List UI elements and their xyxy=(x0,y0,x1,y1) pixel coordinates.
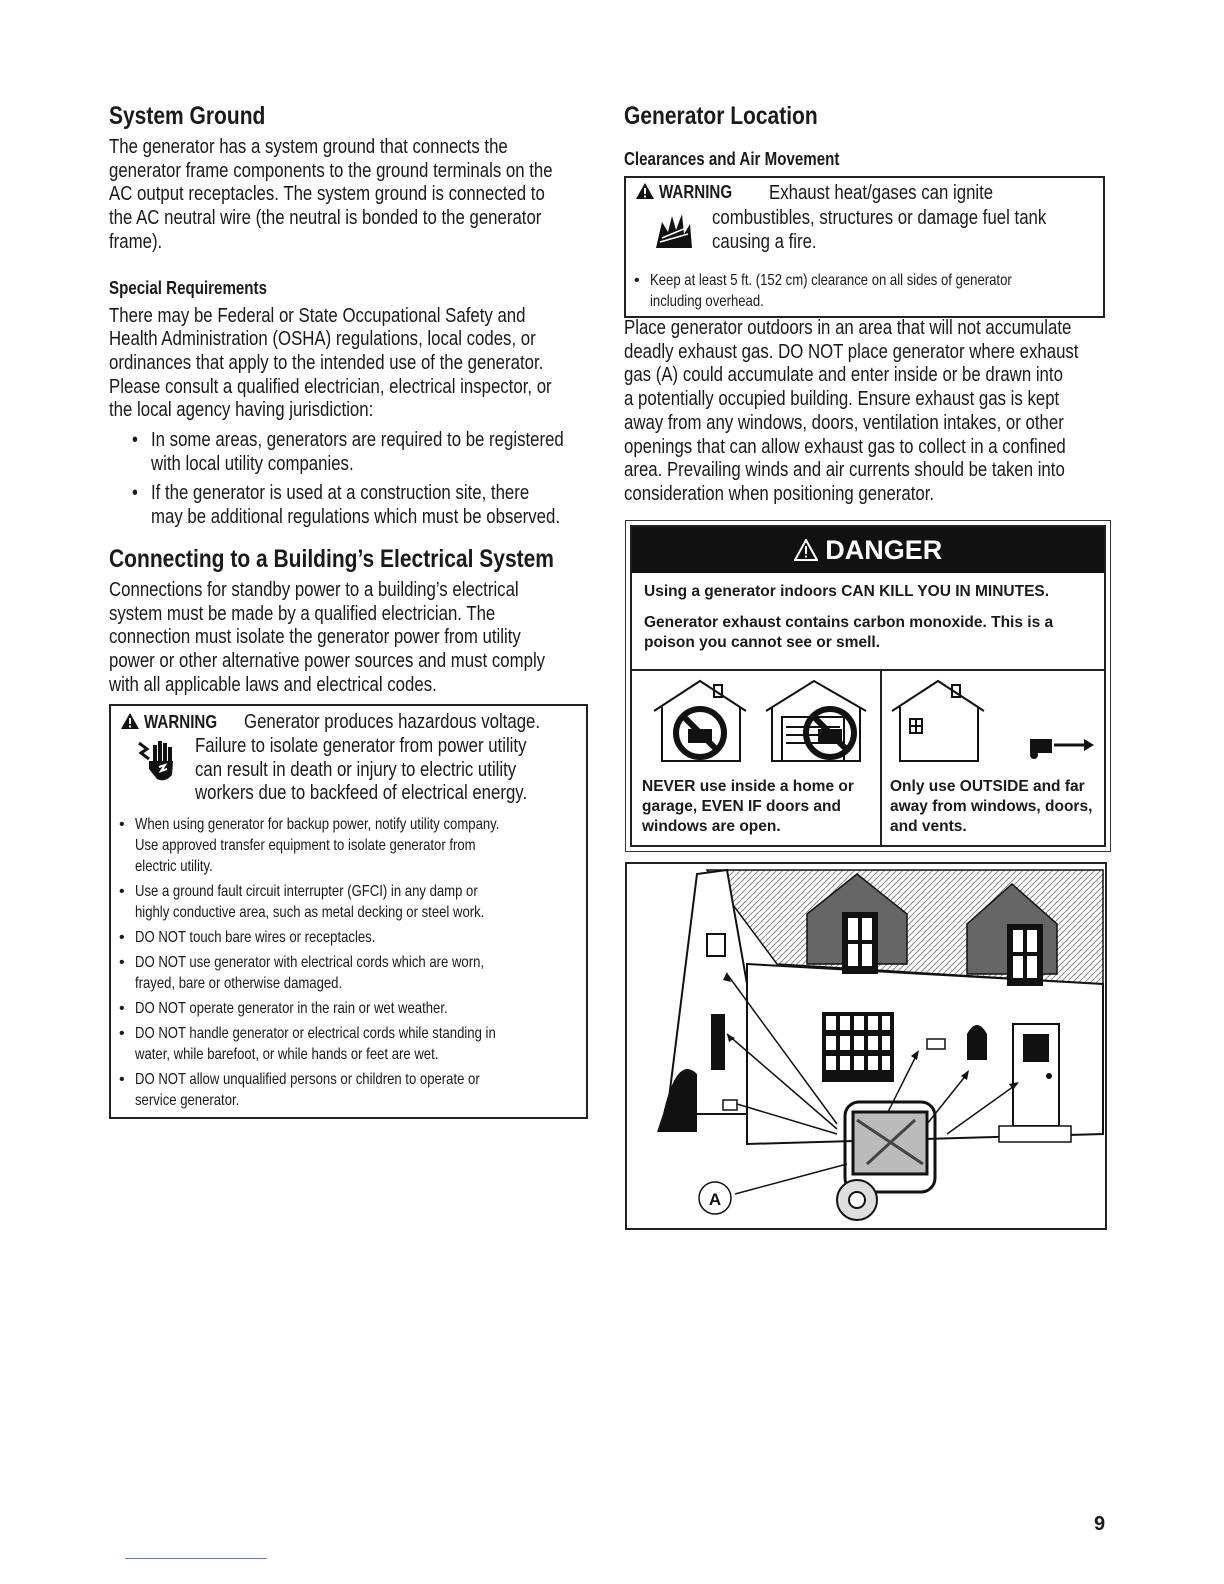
warning-bullets xyxy=(111,814,586,1111)
figure-label-a: A xyxy=(708,1190,722,1209)
system-ground-body: The generator has a system ground that connects the generator frame components to the ground terminals on the AC output receptacles. The system ground is connected to the AC neutral wire (the neutral is bonded to the generator frame). xyxy=(109,136,553,253)
list-item: • DO NOT operate generator in the rain or wet weather. xyxy=(119,1000,448,1018)
outside-only-text: Only use OUTSIDE and far away from windows, doors, and vents. xyxy=(890,778,1093,835)
warning-bullets xyxy=(626,270,1103,312)
list-item: • If the generator is used at a construction site, there may be additional regulations which must be observed. xyxy=(132,482,561,529)
left-column xyxy=(109,100,587,1119)
list-item: • Keep at least 5 ft. (152 cm) clearance on all sides of generator including overhead. xyxy=(634,272,1012,310)
danger-line-1: Using a generator indoors CAN KILL YOU IN MINUTES. xyxy=(644,583,1050,600)
warning-text: Failure to isolate generator from power utility can result in death or injury to electric utility workers due to backfeed of electrical energy. xyxy=(195,735,528,805)
danger-box xyxy=(625,520,1111,852)
system-ground-heading: System Ground xyxy=(109,102,266,130)
indoor-prohibited-illustration xyxy=(650,675,872,770)
never-indoors-text: NEVER use inside a home or garage, EVEN IF doors and windows are open. xyxy=(642,778,854,835)
warning-label: WARNING xyxy=(659,182,733,202)
right-column xyxy=(624,100,1104,507)
generator-location-heading: Generator Location xyxy=(624,102,818,130)
generator-location-body: Place generator outdoors in an area that will not accumulate deadly exhaust gas. DO NOT place generator where exhaust gas (A) could accumulate and enter inside or be drawn into a potentially occupied building. Ensure exhaust gas is kept away from any windows, doors, ventilation intakes, or other openings that can allow exhaust gas to collect in a confined area. Prevailing winds and air currents should be taken into consideration when positioning generator. xyxy=(624,317,1079,505)
outdoor-allowed-illustration xyxy=(888,675,1108,770)
special-requirements-body: There may be Federal or State Occupational Safety and Health Administration (OSHA) regulations, local codes, or ordinances that apply to the intended use of the generator. Please consult a qualified electrician, electrical inspector, or the local agency having jurisdiction: xyxy=(109,304,552,422)
special-requirements-heading: Special Requirements xyxy=(109,277,267,298)
list-item: • Use a ground fault circuit interrupter (GFCI) in any damp or highly conductive area, such as metal decking or steel work. xyxy=(119,883,485,922)
page-number: 9 xyxy=(1094,1513,1106,1535)
list-item: • DO NOT use generator with electrical cords which are worn, frayed, bare or otherwise damaged. xyxy=(119,954,485,993)
list-item: • In some areas, generators are required to be registered with local utility companies. xyxy=(132,429,564,475)
hazardous-voltage-warning-box xyxy=(109,704,588,1119)
warning-line: Generator produces hazardous voltage. xyxy=(244,711,541,734)
fire-icon xyxy=(654,210,694,255)
list-item: • DO NOT allow unqualified persons or children to operate or service generator. xyxy=(119,1071,480,1110)
danger-triangle-icon xyxy=(794,535,826,565)
warning-triangle-icon xyxy=(120,715,144,732)
connecting-heading: Connecting to a Building’s Electrical System xyxy=(109,544,554,573)
electric-shock-hand-icon xyxy=(135,739,175,790)
warning-label: WARNING xyxy=(144,712,218,733)
danger-line-2: Generator exhaust contains carbon monoxide. This is a poison you cannot see or smell. xyxy=(644,614,1054,651)
connecting-body: Connections for standby power to a building’s electrical system must be made by a qualified electrician. The connection must isolate the generator power from utility power or other alternative power sources and must comply with all applicable laws and electrical codes. xyxy=(109,578,546,696)
warning-text: combustibles, structures or damage fuel tank causing a fire. xyxy=(712,207,1047,253)
list-item: • When using generator for backup power, notify utility company. Use approved transfer equipment to isolate generator from electric utility. xyxy=(119,816,500,876)
list-item: • DO NOT handle generator or electrical cords while standing in water, while barefoot, or while hands or feet are wet. xyxy=(119,1025,496,1064)
exhaust-heat-warning-box xyxy=(624,176,1105,318)
warning-triangle-icon xyxy=(635,185,659,202)
list-item: • DO NOT touch bare wires or receptacles. xyxy=(119,929,376,947)
special-requirements-bullets xyxy=(109,429,587,530)
warning-line: Exhaust heat/gases can ignite xyxy=(769,182,994,204)
house-exhaust-illustration xyxy=(625,862,1107,1230)
clearances-heading: Clearances and Air Movement xyxy=(624,149,840,169)
danger-header: DANGER xyxy=(632,527,1104,573)
